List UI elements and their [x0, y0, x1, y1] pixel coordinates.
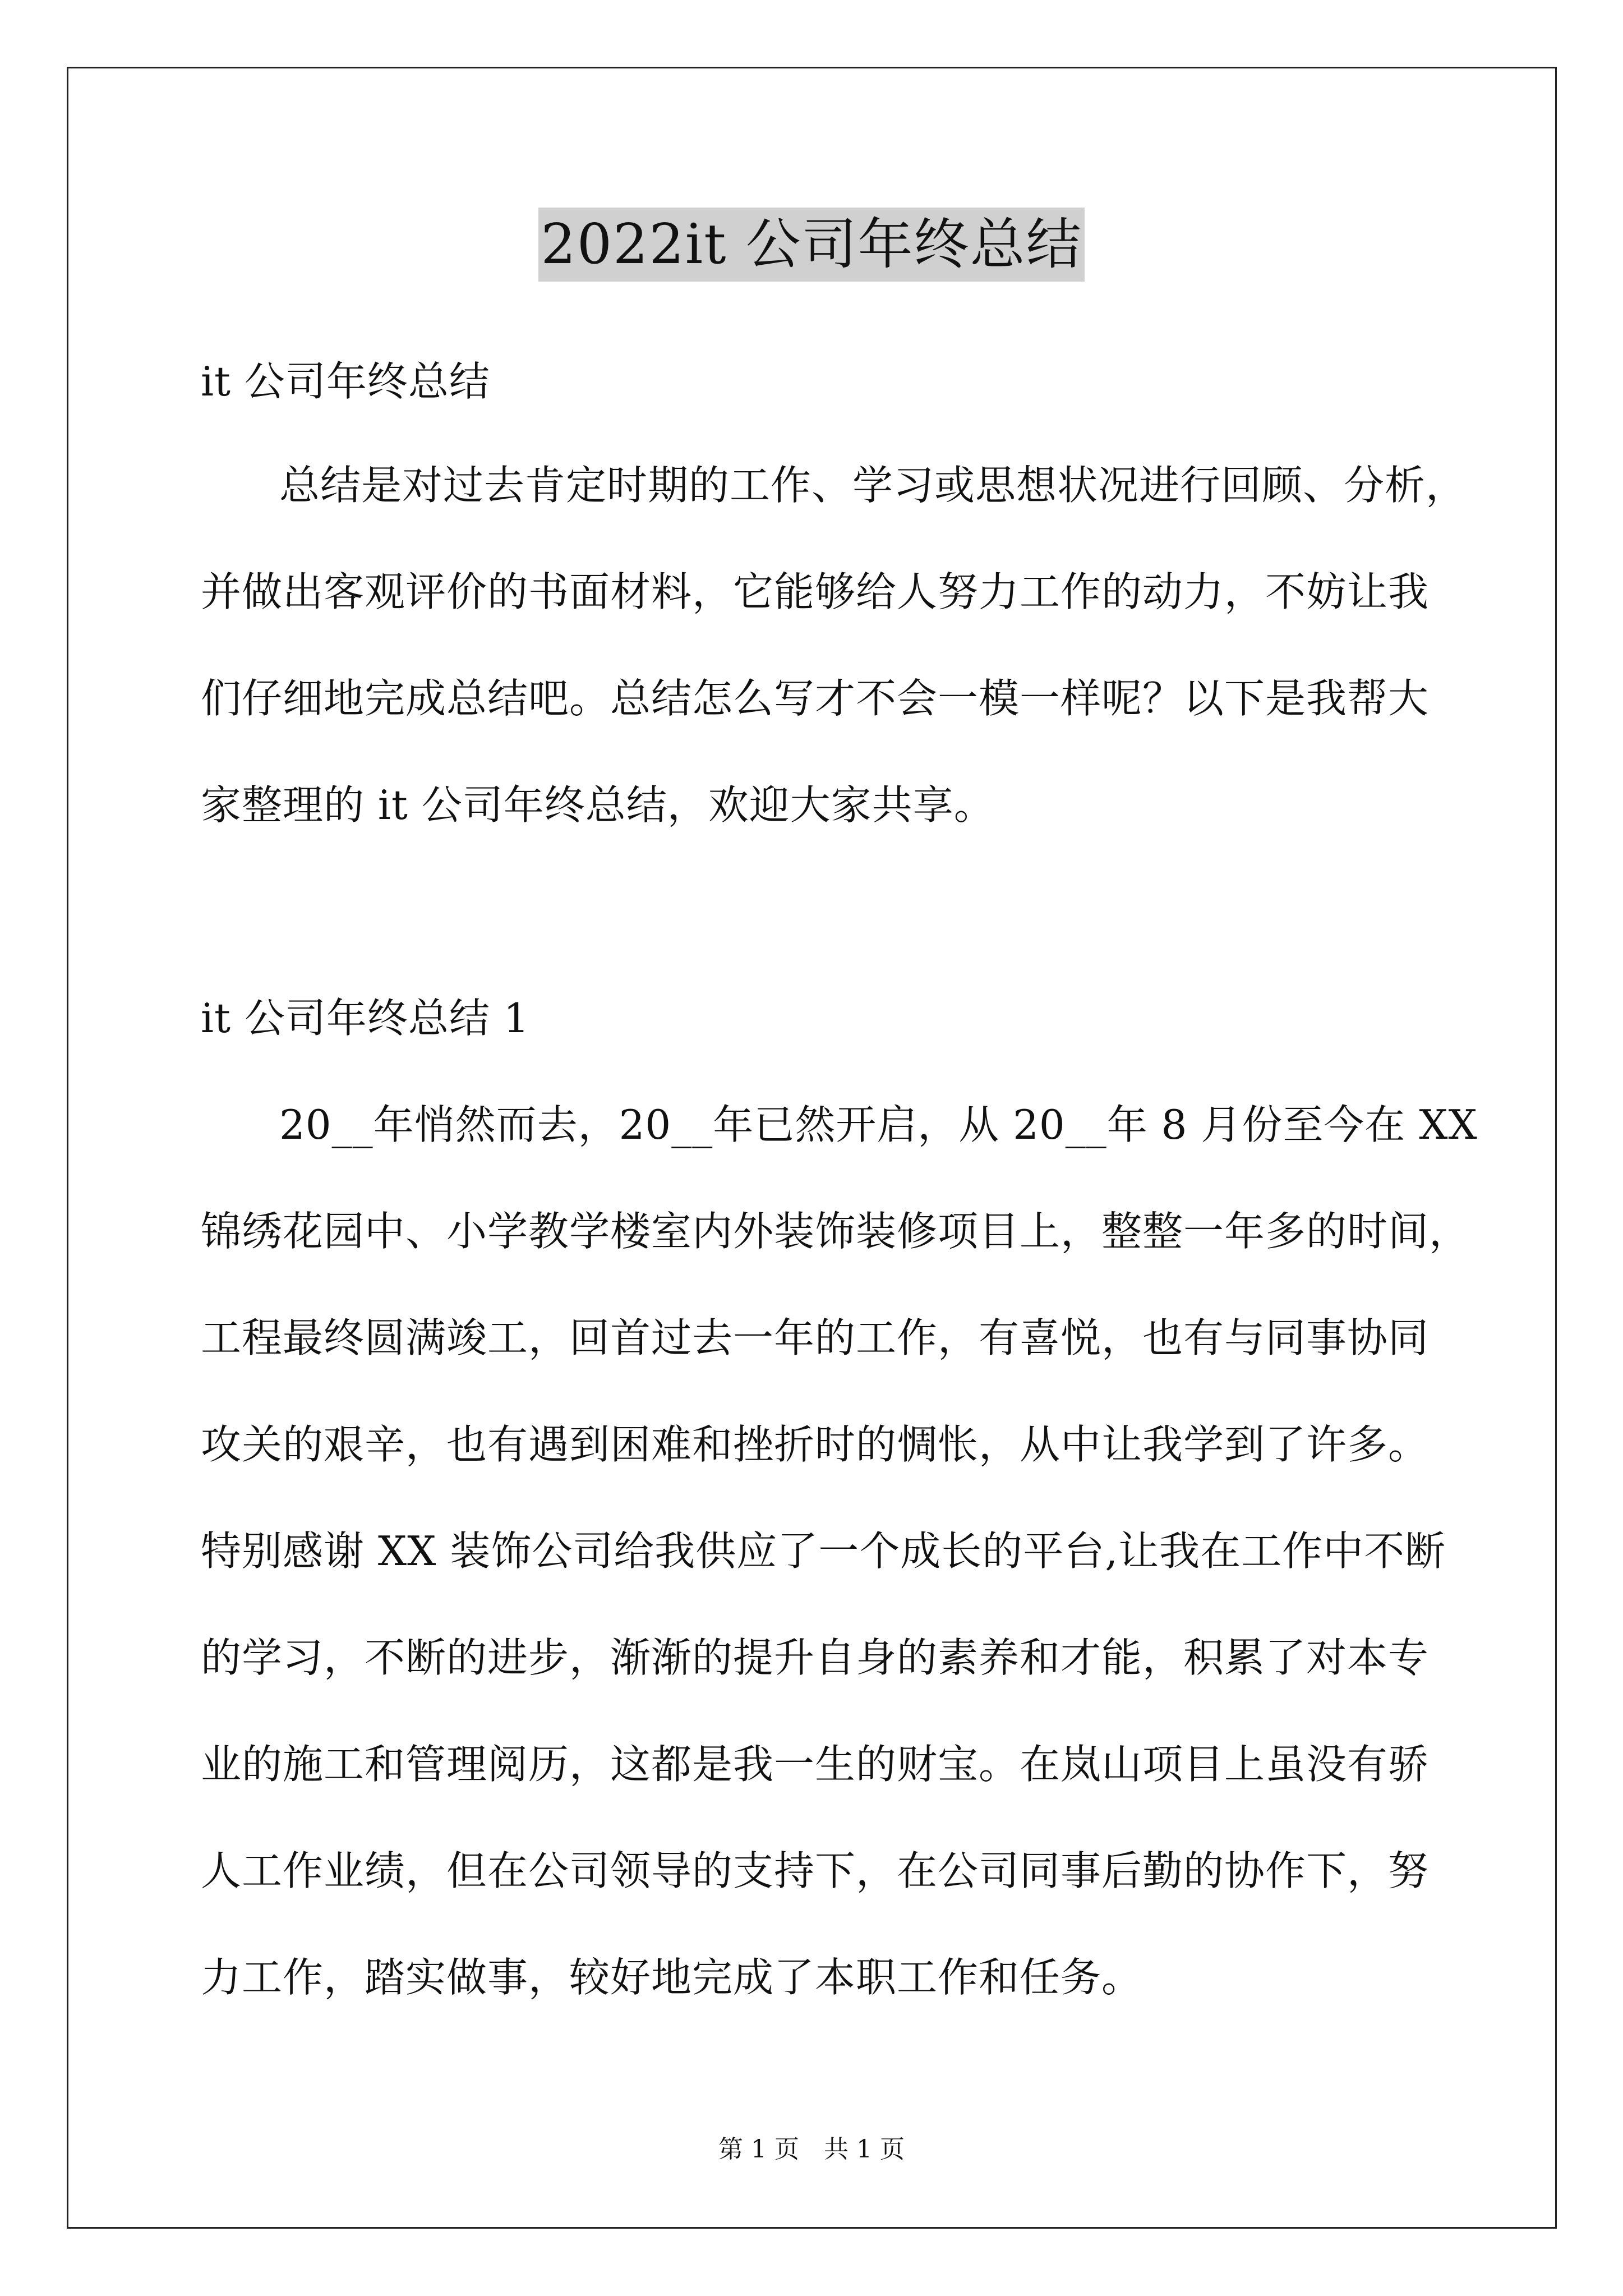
- subheading: it 公司年终总结: [201, 358, 490, 405]
- section-line: 特别感谢 XX 装饰公司给我供应了一个成长的平台,让我在工作中不断: [201, 1527, 1446, 1575]
- section-line: 20__年悄然而去，20__年已然开启，从 20__年 8 月份至今在 XX: [279, 1101, 1478, 1148]
- intro-line: 们仔细地完成总结吧。总结怎么写才不会一模一样呢？以下是我帮大: [201, 675, 1430, 722]
- section-line: 业的施工和管理阅历，这都是我一生的财宝。在岚山项目上虽没有骄: [201, 1741, 1430, 1788]
- document-title: 2022it 公司年终总结: [538, 208, 1084, 282]
- section-line: 攻关的艰辛，也有遇到困难和挫折时的惆怅，从中让我学到了许多。: [201, 1421, 1430, 1468]
- section-line: 的学习，不断的进步，渐渐的提升自身的素养和才能，积累了对本专: [201, 1634, 1430, 1681]
- section-line: 人工作业绩，但在公司领导的支持下，在公司同事后勤的协作下，努: [201, 1847, 1430, 1894]
- title-container: [0, 208, 1623, 282]
- section-heading: it 公司年终总结 1: [201, 995, 530, 1042]
- intro-line: 总结是对过去肯定时期的工作、学习或思想状况进行回顾、分析，: [279, 462, 1467, 509]
- section-line: 锦绣花园中、小学教学楼室内外装饰装修项目上，整整一年多的时间，: [201, 1208, 1470, 1255]
- page-footer: 第 1 页 共 1 页: [718, 2135, 905, 2164]
- intro-line: 家整理的 it 公司年终总结，欢迎大家共享。: [201, 781, 995, 829]
- intro-line: 并做出客观评价的书面材料，它能够给人努力工作的动力，不妨让我: [201, 568, 1430, 615]
- section-line: 工程最终圆满竣工，回首过去一年的工作，有喜悦，也有与同事协同: [201, 1314, 1430, 1361]
- section-line: 力工作，踏实做事，较好地完成了本职工作和任务。: [201, 1954, 1143, 2001]
